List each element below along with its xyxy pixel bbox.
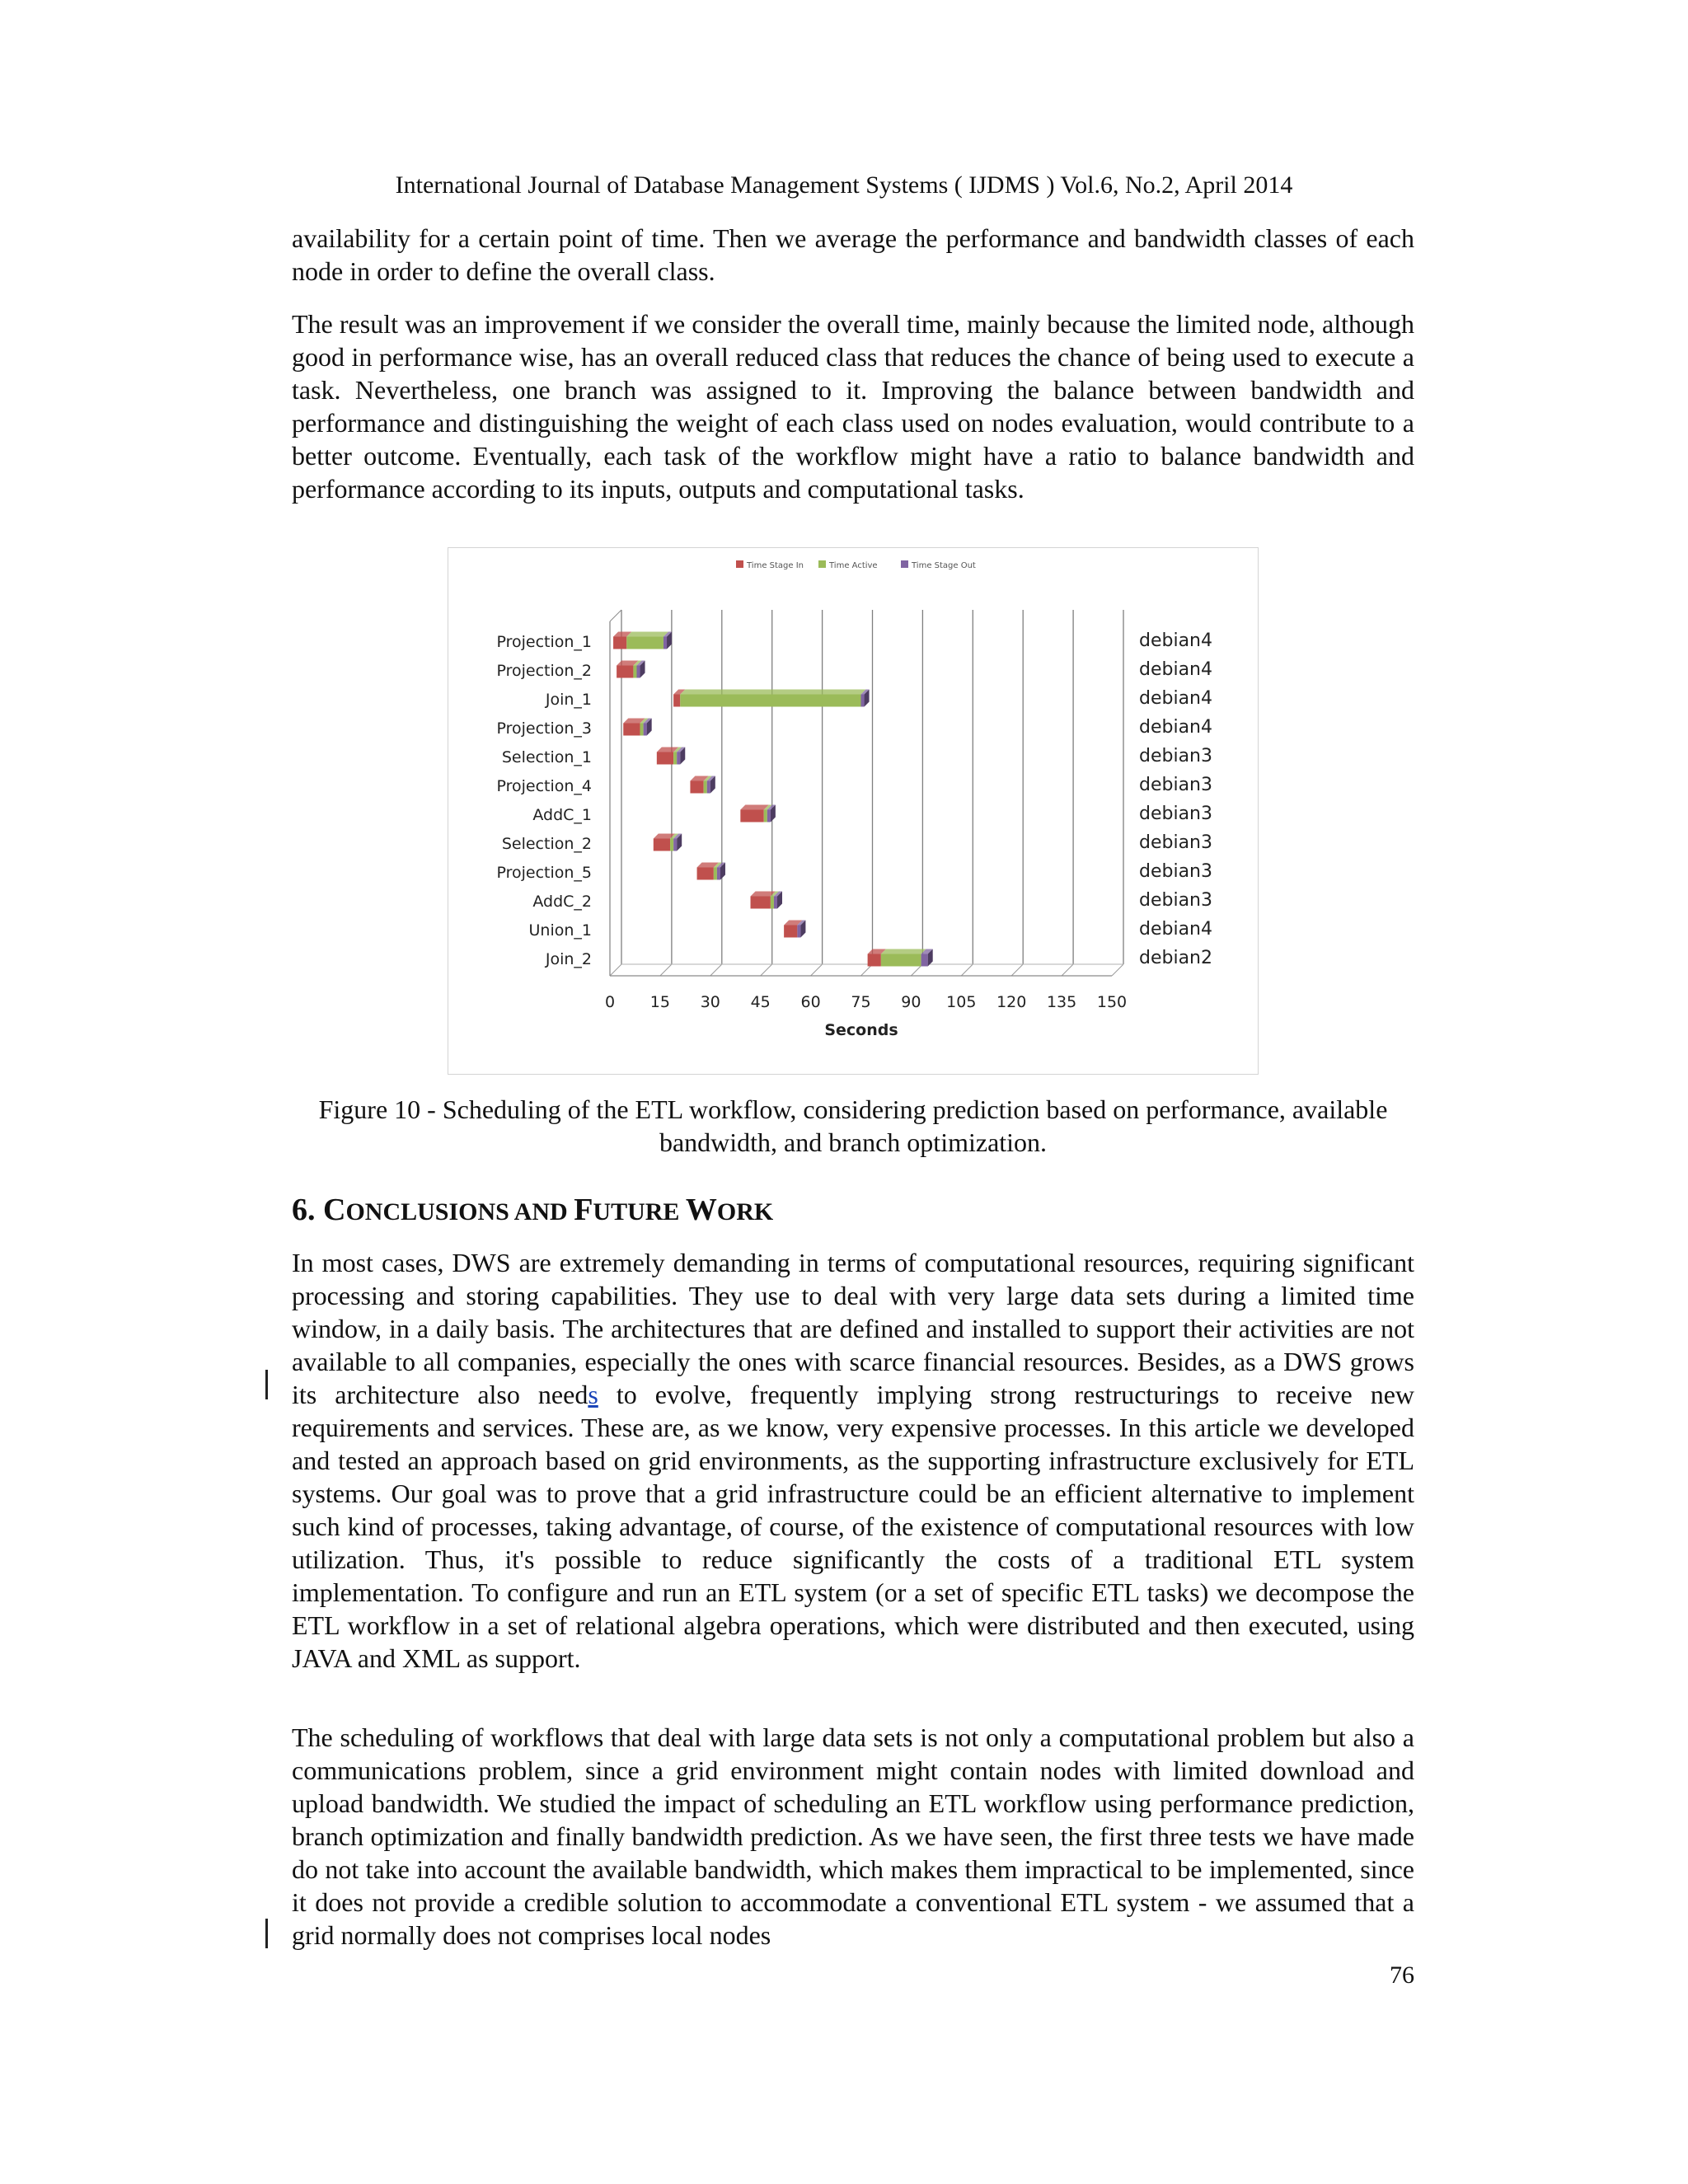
bar-projection-4-time-stage-out [707,781,710,794]
x-tick-label-105: 105 [946,993,977,1011]
bar-union-1-time-stage-in [784,926,797,938]
node-label-addc-2: debian3 [1139,890,1212,911]
node-label-projection-2: debian4 [1139,659,1212,680]
paragraph-2: The result was an improvement if we consider the overall time, mainly because the limited node, although good in performance wise, has an overall reduced class that reduces the chance of being used to execute a task. Nevertheless, one branch was assigned to it. Improving the balance between bandwidth and performance and distinguishing the weight of each class used on nodes evaluation, would contribute to a better outcome. Eventually, each task of the workflow might have a ratio to balance bandwidth and performance according to its inputs, outputs and computational tasks. [292,309,1414,504]
paragraph-4: The scheduling of workflows that deal with large data sets is not only a computational problem but also a communications problem, since a grid environment might contain nodes with limited download and upload bandwidth. We studied the impact of scheduling an ETL workflow using performance prediction, branch optimization and finally bandwidth prediction. As we have seen, the first three tests we have made do not take into account the available bandwidth, which makes them impractical to be implemented, since it does not provide a credible solution to accommodate a conventional ETL system - we assumed that a grid normally does not comprises local nodes [292,1722,1414,1950]
category-label-projection-3: Projection_3 [496,719,592,738]
bar-projection-4-time-stage-in [690,781,703,794]
bar-projection-5-time-stage-out [717,868,720,880]
bar-join-1-time-active [680,695,860,707]
x-tick-label-120: 120 [996,993,1027,1011]
node-label-join-1: debian4 [1139,688,1212,709]
x-tick-label-15: 15 [649,993,670,1011]
bar-projection-3-time-active [640,724,644,736]
section-title-onclusions: ONCLUSIONS AND [345,1198,574,1226]
bar-selection-2-time-active [670,839,673,851]
category-label-projection-2: Projection_2 [496,662,592,680]
category-label-selection-1: Selection_1 [501,748,592,766]
bar-join-2-time-stage-out [921,954,928,967]
bar-projection-2-time-stage-in [617,666,633,678]
category-label-join-2: Join_2 [545,950,592,968]
bar-projection-1-time-stage-out [663,637,667,649]
x-tick-label-0: 0 [604,993,616,1011]
node-label-union-1: debian4 [1139,919,1212,940]
bar-join-2-time-stage-in [868,954,881,967]
category-label-union-1: Union_1 [528,921,592,940]
bar-projection-5-time-stage-in [697,868,714,880]
x-axis-label: Seconds [824,1021,898,1039]
node-label-projection-4: debian3 [1139,775,1212,795]
bar-selection-2-time-stage-in [654,839,670,851]
bar-addc-2-time-active [771,897,774,909]
x-tick-label-135: 135 [1046,993,1077,1011]
x-tick-label-45: 45 [750,993,771,1011]
x-tick-label-150: 150 [1096,993,1128,1011]
bar-union-1-time-stage-out [797,926,800,938]
bar-join-1-time-stage-in [673,695,680,707]
bar-selection-1-time-stage-in [657,752,673,765]
bar-projection-3-time-stage-in [623,724,640,736]
bar-projection-1-time-stage-in [613,637,626,649]
category-label-selection-2: Selection_2 [501,835,592,853]
change-bar [265,1919,268,1948]
section-number: 6. [292,1193,316,1227]
x-tick-label-75: 75 [851,993,871,1011]
chart-legend [736,560,976,570]
bar-top-join-2-time-active [881,949,926,954]
figure-10 [448,547,1259,1075]
section-title-w: W [685,1193,717,1227]
section-heading [292,1192,773,1228]
node-label-projection-5: debian3 [1139,861,1212,882]
node-label-projection-3: debian4 [1139,717,1212,738]
bar-addc-2-time-stage-out [774,897,777,909]
bar-addc-1-time-active [764,810,767,823]
page-number: 76 [1390,1961,1414,1989]
category-label-projection-1: Projection_1 [496,633,592,651]
bar-projection-4-time-active [704,781,707,794]
node-label-selection-1: debian3 [1139,746,1212,766]
bar-projection-5-time-active [714,868,717,880]
section-title-ork: ORK [716,1198,774,1226]
legend-swatch-time-stage-out [901,560,908,568]
paragraph-3-text-b: to evolve, frequently implying strong restructurings to receive new requirements and services. These are, as we know, very expensive processes. In this article we developed and tested an approach based on grid environments, as the supporting infrastructure exclusively for ETL systems. Our goal was to prove that a grid infrastructure could be an efficient alternative to implement such kind of processes, taking advantage, of course, of the existence of computational resources with low utilization. Thus, it's possible to reduce significantly the costs of a traditional ETL system implementation. To configure and run an ETL system (or a set of specific ETL tasks) we decompose the ETL workflow in a set of relational algebra operations, which were distributed and then executed, using JAVA and XML as support. [292,1380,1415,1673]
bar-join-1-time-stage-out [861,695,865,707]
change-bar [265,1370,268,1399]
x-tick-label-90: 90 [901,993,921,1011]
bar-selection-1-time-stage-out [677,752,680,765]
legend-label-time-stage-out: Time Stage Out [912,561,976,570]
x-tick-label-60: 60 [800,993,821,1011]
bar-selection-1-time-active [673,752,677,765]
bar-selection-2-time-stage-out [673,839,677,851]
category-label-addc-1: AddC_1 [532,806,592,824]
bar-addc-2-time-stage-in [751,897,771,909]
bar-top-addc-1-time-stage-in [740,805,768,810]
paragraph-3 [292,1246,1414,1675]
category-label-join-1: Join_1 [545,691,592,709]
section-title-f: F [574,1193,593,1227]
category-label-projection-5: Projection_5 [496,864,592,882]
section-title-uture: UTURE [593,1198,686,1226]
node-label-projection-1: debian4 [1139,630,1212,651]
bar-top-projection-1-time-active [626,632,668,637]
inline-link[interactable]: s [588,1380,598,1409]
x-tick-label-30: 30 [700,993,720,1011]
paragraph-3-text-a: In most cases, DWS are extremely demanding in terms of computational resources, requiring significant processing and storing capabilities. They use to deal with very large data sets during a limited time window, in a daily basis. The architectures that are defined and installed to support their activities are not available to all companies, especially the ones with scarce financial resources. Besides, as a DWS grows its architecture also need [292,1248,1414,1409]
category-label-projection-4: Projection_4 [496,777,592,795]
bar-projection-1-time-active [626,637,663,649]
legend-label-time-active: Time Active [829,561,878,570]
bar-addc-1-time-stage-out [767,810,771,823]
legend-swatch-time-stage-in [736,560,743,568]
category-label-addc-2: AddC_2 [532,893,592,911]
figure-caption: Figure 10 - Scheduling of the ETL workflow, considering prediction based on performance, available bandwidth, and branch optimization. [318,1094,1388,1157]
paragraph-1: availability for a certain point of time. Then we average the performance and bandwidth classes of each node in order to define the overall class. [292,223,1414,286]
section-title-c: C [323,1193,346,1227]
bar-projection-3-time-stage-out [644,724,647,736]
legend-swatch-time-active [818,560,826,568]
running-header: International Journal of Database Management Systems ( IJDMS ) Vol.6, No.2, April 2014 [395,171,1293,199]
node-label-addc-1: debian3 [1139,804,1212,824]
node-label-selection-2: debian3 [1139,832,1212,853]
bar-projection-2-time-active [633,666,636,678]
bar-addc-1-time-stage-in [740,810,763,823]
legend-label-time-stage-in: Time Stage In [747,561,804,570]
bar-top-join-1-time-active [680,690,865,695]
bar-join-2-time-active [881,954,921,967]
bar-projection-2-time-stage-out [636,666,640,678]
node-label-join-2: debian2 [1139,948,1212,968]
gantt-chart [448,547,1259,1075]
